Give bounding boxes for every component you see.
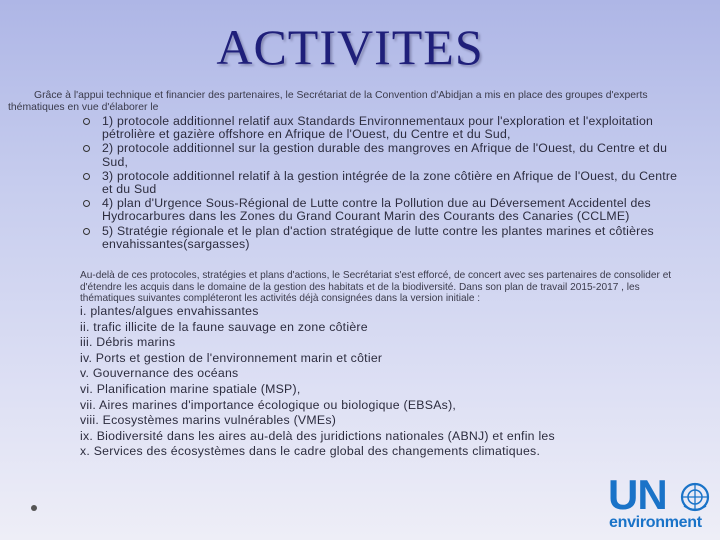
theme-item: iii. Débris marins	[80, 335, 176, 350]
circle-bullet-icon	[83, 173, 90, 180]
theme-item: v. Gouvernance des océans	[80, 366, 239, 381]
un-environment-emblem-icon	[678, 480, 712, 514]
theme-item: ii. trafic illicite de la faune sauvage en zone côtière	[80, 319, 368, 334]
theme-list	[80, 304, 700, 460]
logo-environment-text: environment	[609, 514, 702, 531]
protocol-item	[84, 115, 684, 141]
page-title: ACTIVITES	[216, 19, 484, 75]
theme-item: ix. Biodiversité dans les aires au-delà des juridictions nationales (ABNJ) et enfin les	[80, 428, 555, 443]
protocol-item	[84, 170, 684, 196]
protocol-text: 1) protocole additionnel relatif aux Standards Environnementaux pour l'exploration et l'exploitation pétrolière et gazière offshore en Afrique de l'Ouest, du Centre et du Sud,	[102, 114, 654, 142]
theme-item: i. plantes/algues envahissantes	[80, 304, 259, 318]
protocol-item	[84, 225, 684, 251]
circle-bullet-icon	[83, 200, 90, 207]
protocol-text: 3) protocole additionnel relatif à la gestion intégrée de la zone côtière en Afrique de l'Ouest, du Centre et du Sud	[102, 168, 678, 197]
circle-bullet-icon	[83, 118, 90, 125]
protocol-text: 5) Stratégie régionale et le plan d'action stratégique de lutte contre les plantes marines et côtières envahissantes(sargasses)	[102, 223, 654, 251]
protocol-item	[84, 197, 684, 223]
theme-item: vii. Aires marines d'importance écologique ou biologique (EBSAs),	[80, 397, 457, 412]
circle-bullet-icon	[83, 228, 90, 235]
theme-item: viii. Ecosystèmes marins vulnérables (VMEs)	[80, 413, 337, 428]
body-paragraph: Au-delà de ces protocoles, stratégies et plans d'actions, le Secrétariat s'est efforcé, de concert avec ses partenaires de consolider et d'étendre les acquis dans le domaine de la gestion des habitats et de la biodiversité. Dans son plan de travail 2015-2017 , les thématiques suivantes compléteront les activités déjà consignées dans la version initiale :	[80, 270, 672, 304]
slide-dot-icon	[31, 505, 37, 511]
theme-item: vi. Planification marine spatiale (MSP),	[80, 381, 301, 396]
theme-item: x. Services des écosystèmes dans le cadre global des changements climatiques.	[80, 444, 541, 459]
theme-item: iv. Ports et gestion de l'environnement marin et côtier	[80, 350, 383, 365]
circle-bullet-icon	[83, 145, 90, 152]
protocol-text: 4) plan d'Urgence Sous-Régional de Lutte contre la Pollution due au Déversement Accidentel des Hydrocarbures dans les Zones du Grand Courant Marin des Courants des Canaries (CCLME)	[102, 196, 651, 224]
protocol-list	[84, 115, 684, 252]
intro-text: Grâce à l'appui technique et financier des partenaires, le Secrétariat de la Convention d'Abidjan a mis en place des groupes d'experts thématiques en vue d'élaborer le	[8, 90, 648, 113]
protocol-item	[84, 142, 684, 168]
un-environment-logo	[608, 471, 714, 534]
protocol-text: 2) protocole additionnel sur la gestion durable des mangroves en Afrique de l'Ouest, du Centre et du Sud,	[102, 141, 668, 169]
logo-un-text: UN	[608, 471, 667, 518]
